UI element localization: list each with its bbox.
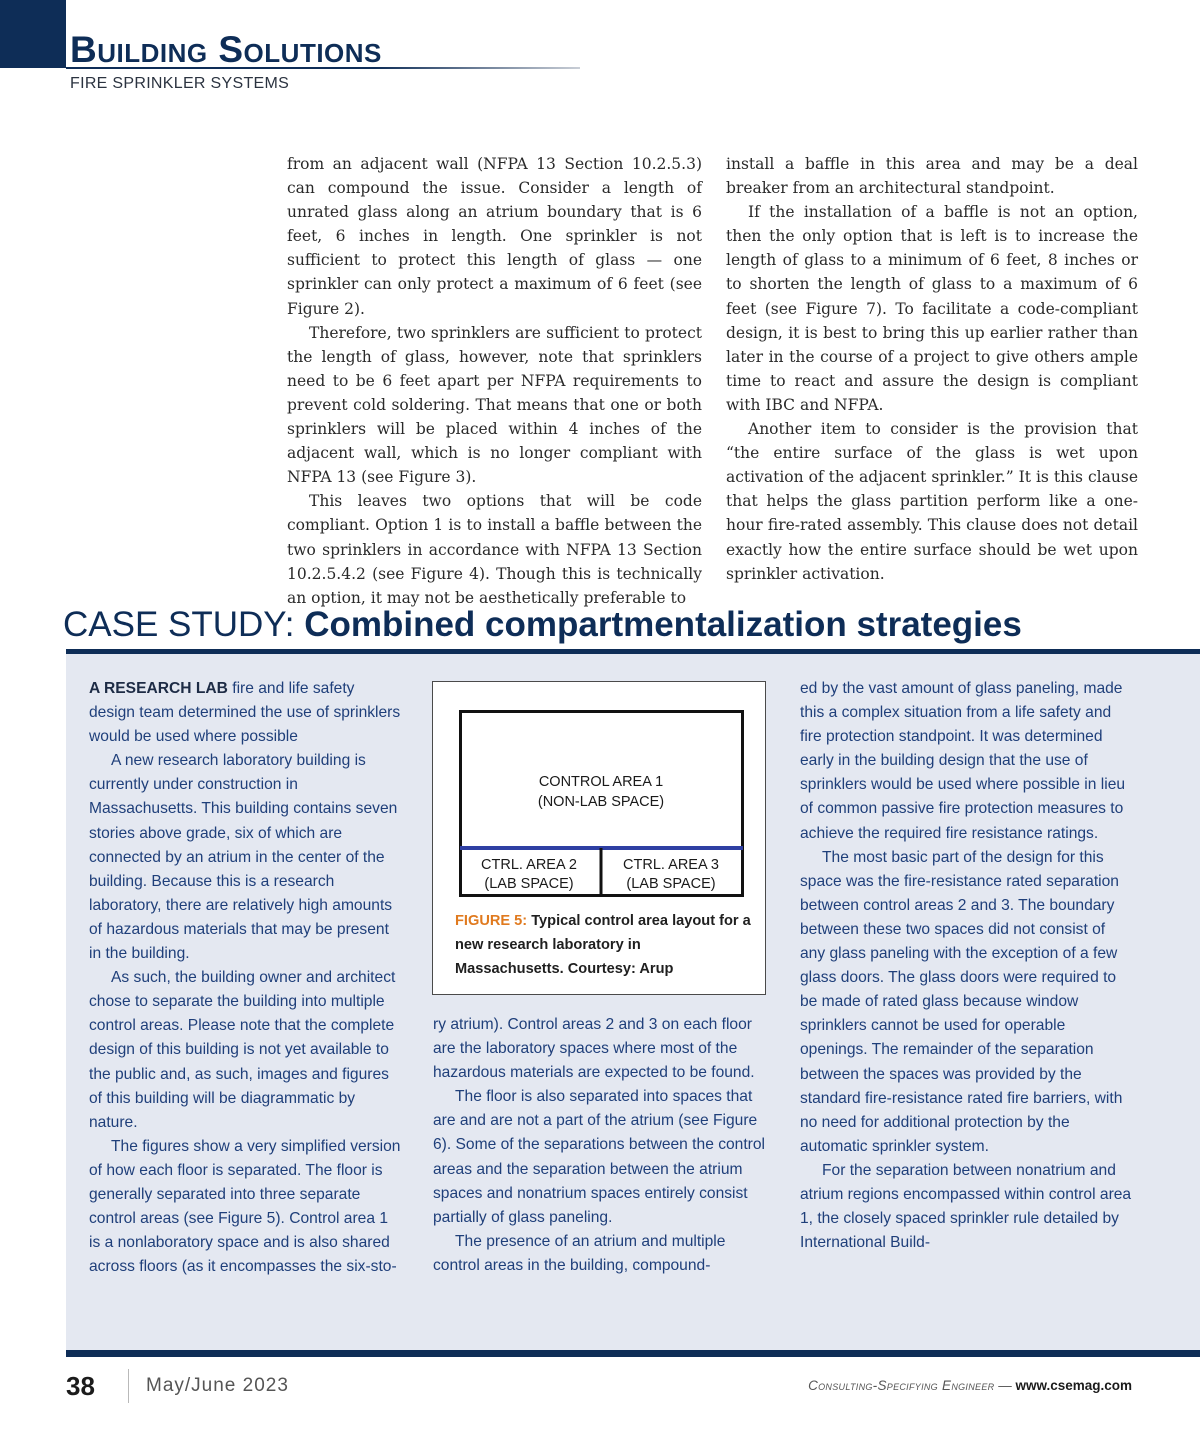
case-paragraph: ed by the vast amount of glass paneling, made this a complex situation from a life safety and fire protection standpoint. It was determined early in the building design that the use of sprinklers would be used where possible in lieu of common passive fire protection measures to achieve the required fire resistance ratings. (800, 680, 1126, 842)
case-study-headline: Combined compartmentalization strategies (304, 605, 1022, 644)
article-paragraph: install a baffle in this area and may be a deal breaker from an architectural standpoint. (726, 155, 1138, 198)
control-area-1-sublabel: (NON-LAB SPACE) (537, 794, 665, 810)
case-paragraph: ry atrium). Control areas 2 and 3 on each floor are the laboratory spaces where most of the hazardous materials are expected to be found. (433, 1016, 755, 1082)
footer-separator (128, 1369, 129, 1403)
article-paragraph: Another item to consider is the provision that “the entire surface of the glass is wet upon activation of the adjacent sprinkler.” It is this clause that helps the glass partition perform like a one-hour fire-rated assembly. This clause does not detail exactly how the entire surface should be wet upon sprinkler activation. (726, 420, 1138, 583)
case-paragraph: As such, the building owner and architect chose to separate the building into multiple control areas. Please note that the complete design of this building is not yet available to the public and, as such, images and figures of this building will be diagrammatic by nature. (89, 969, 396, 1131)
case-study-column-2 (433, 1013, 768, 1278)
case-paragraph: The presence of an atrium and multiple control areas in the building, compound- (433, 1232, 726, 1274)
footer-publication (808, 1377, 1132, 1395)
case-study-column-1 (89, 677, 401, 1279)
case-study-bottom-rule (66, 1350, 1200, 1357)
figure-caption (455, 909, 751, 981)
article-column-left (287, 152, 702, 610)
control-area-3-label: CTRL. AREA 3 (623, 857, 719, 873)
case-paragraph: The floor is also separated into spaces that are and are not a part of the atrium (see Figure 6). Some of the separations between the control areas and the separation between the atrium spaces and nonatrium spaces entirely consist partially of glass paneling. (433, 1088, 765, 1226)
page-number: 38 (66, 1371, 95, 1401)
case-paragraph: For the separation between nonatrium and atrium regions encompassed within control area 1, the closely spaced sprinkler rule detailed by International Build- (800, 1161, 1132, 1252)
figure-caption-text: Typical control area layout for a new research laboratory in Massachusetts. Courtesy: Arup (455, 913, 751, 978)
case-study-label: CASE STUDY: (63, 605, 295, 644)
article-paragraph: This leaves two options that will be code compliant. Option 1 is to install a baffle between the two sprinklers in accordance with NFPA 13 Section 10.2.5.4.2 (see Figure 4). Though this is technically an option, it may not be aesthetically preferable to (287, 492, 702, 607)
control-area-diagram (433, 682, 765, 902)
case-study-lead: A RESEARCH LAB (89, 680, 228, 697)
control-area-2-sublabel: (LAB SPACE) (484, 876, 574, 892)
article-column-right (726, 152, 1138, 586)
section-title: Building Solutions (70, 29, 382, 70)
article-paragraph: If the installation of a baffle is not an option, then the only option that is left is to increase the length of glass to a minimum of 6 feet, 8 inches or to shorten the length of glass to a maximum of 6 feet (see Figure 7). To facilitate a code-compliant design, it is best to bring this up earlier rather than later in the course of a project to give others ample time to react and assure the design is compliant with IBC and NFPA. (726, 203, 1138, 414)
footer-dash: — (994, 1378, 1016, 1393)
article-paragraph: from an adjacent wall (NFPA 13 Section 10.2.5.3) can compound the issue. Consider a length of unrated glass along an atrium boundary that is 6 feet, 6 inches in length. One sprinkler is not sufficient to protect this length of glass — one sprinkler can only protect a maximum of 6 feet (see Figure 2). (287, 155, 702, 318)
magazine-name: Consulting-Specifying Engineer (808, 1378, 995, 1393)
section-subtitle: FIRE SPRINKLER SYSTEMS (70, 75, 290, 92)
case-paragraph: The most basic part of the design for this space was the fire-resistance rated separation between control areas 2 and 3. The boundary between these two spaces did not consist of any glass paneling with the exception of a few glass doors. The glass doors were required to be made of rated glass because window sprinklers cannot be used for operable openings. The remainder of the separation between the spaces was provided by the standard fire-resistance rated fire barriers, with no need for additional protection by the automatic sprinkler system. (800, 848, 1123, 1155)
control-area-3-sublabel: (LAB SPACE) (626, 876, 716, 892)
figure-caption-label: FIGURE 5: (455, 913, 528, 929)
article-paragraph: Therefore, two sprinklers are sufficient to protect the length of glass, however, note that sprinklers need to be 6 feet apart per NFPA requirements to prevent cold soldering. That means that one or both sprinklers will be placed within 4 inches of the adjacent wall, which is no longer compliant with NFPA 13 (see Figure 3). (287, 323, 702, 487)
case-paragraph: A new research laboratory building is currently under construction in Massachusetts. This building contains seven stories above grade, six of which are connected by an atrium in the center of the building. Because this is a research laboratory, there are relatively high amounts of hazardous materials that may be present in the building. (89, 752, 398, 963)
issue-date: May/June 2023 (146, 1375, 289, 1396)
header-corner-block (0, 0, 66, 68)
case-paragraph (89, 677, 401, 749)
case-study-title (63, 604, 1022, 646)
case-study-lead-text: fire and life safety design team determined the use of sprinklers would be used where possible (89, 680, 401, 746)
website-link[interactable]: www.csemag.com (1015, 1378, 1132, 1393)
control-area-2-label: CTRL. AREA 2 (481, 857, 577, 873)
case-study-column-3 (800, 677, 1134, 1255)
case-paragraph: The figures show a very simplified version of how each floor is separated. The floor is generally separated into three separate control areas (see Figure 5). Control area 1 is a nonlaboratory space and is also shared across floors (as it encompasses the six-sto- (89, 1137, 401, 1276)
figure-5 (432, 681, 766, 995)
control-area-1-label: CONTROL AREA 1 (538, 774, 664, 790)
